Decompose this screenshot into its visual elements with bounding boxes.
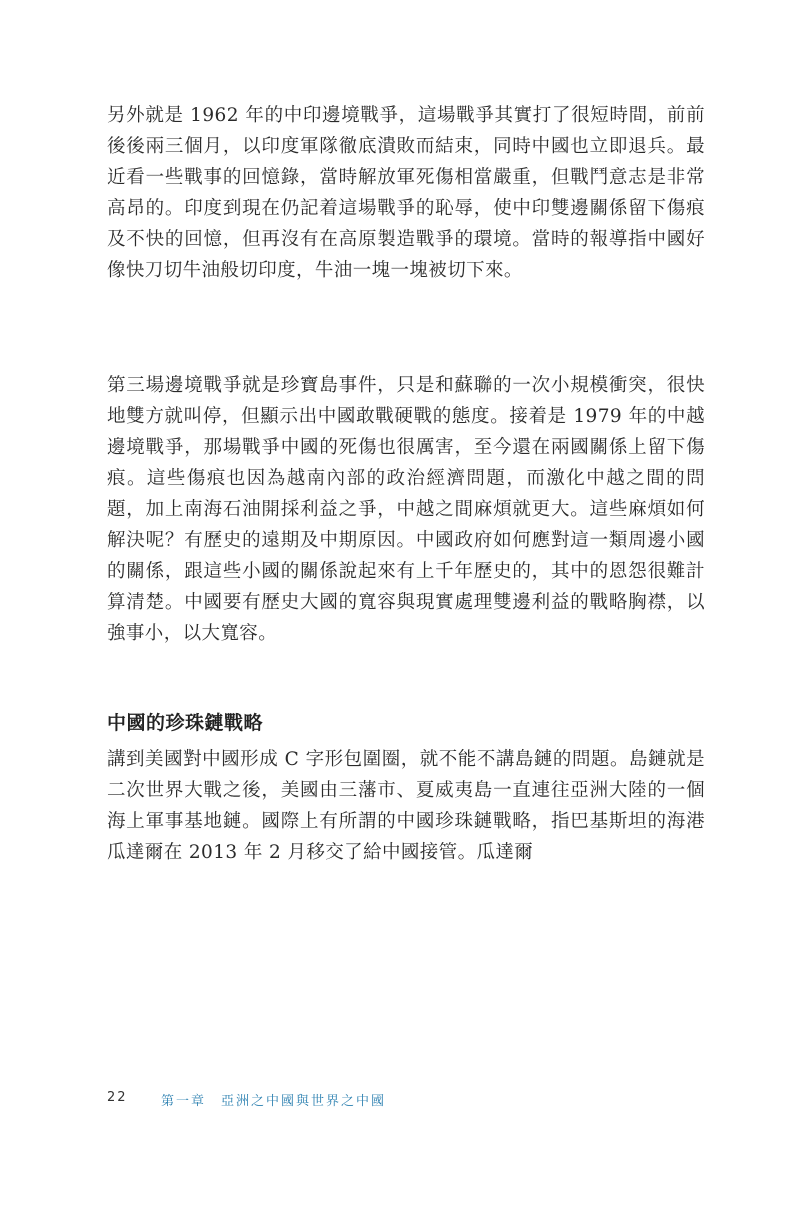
body-paragraph-3: 講到美國對中國形成 C 字形包圍圈，就不能不講島鏈的問題。島鏈就是二次世界大戰之後，美國由三藩市、夏威夷島一直連往亞洲大陸的一個海上軍事基地鏈。國際上有所謂的中國珍珠鏈戰略，指巴基斯坦的海港瓜達爾在 2013 年 2 月移交了給中國接管。瓜達爾 — [107, 749, 705, 863]
page-number: 22 — [107, 1090, 128, 1105]
chapter-title: 第一章 亞洲之中國與世界之中國 — [161, 1094, 387, 1109]
body-paragraph-1: 另外就是 1962 年的中印邊境戰爭，這場戰爭其實打了很短時間，前前後後兩三個月，以印度軍隊徹底潰敗而結束，同時中國也立即退兵。最近看一些戰事的回憶錄，當時解放軍死傷相當嚴重，但戰鬥意志是非常高昂的。印度到現在仍記着這場戰爭的恥辱，使中印雙邊關係留下傷痕及不快的回憶，但再沒有在高原製造戰爭的環境。當時的報導指中國好像快刀切牛油般切印度，牛油一塊一塊被切下來。 — [107, 105, 705, 281]
body-paragraph-2: 第三場邊境戰爭就是珍寶島事件，只是和蘇聯的一次小規模衝突，很快地雙方就叫停，但顯示出中國敢戰硬戰的態度。接着是 1979 年的中越邊境戰爭，那場戰爭中國的死傷也很厲害，至今還在兩國關係上留下傷痕。這些傷痕也因為越南內部的政治經濟問題，而激化中越之間的問題，加上南海石油開採利益之爭，中越之間麻煩就更大。這些麻煩如何解決呢？有歷史的遠期及中期原因。中國政府如何應對這一類周邊小國的關係，跟這些小國的關係說起來有上千年歷史的，其中的恩怨很難計算清楚。中國要有歷史大國的寬容與現實處理雙邊利益的戰略胸襟，以強事小，以大寬容。 — [107, 375, 705, 644]
section-heading: 中國的珍珠鏈戰略 — [107, 712, 264, 734]
page-footer — [107, 1090, 387, 1109]
